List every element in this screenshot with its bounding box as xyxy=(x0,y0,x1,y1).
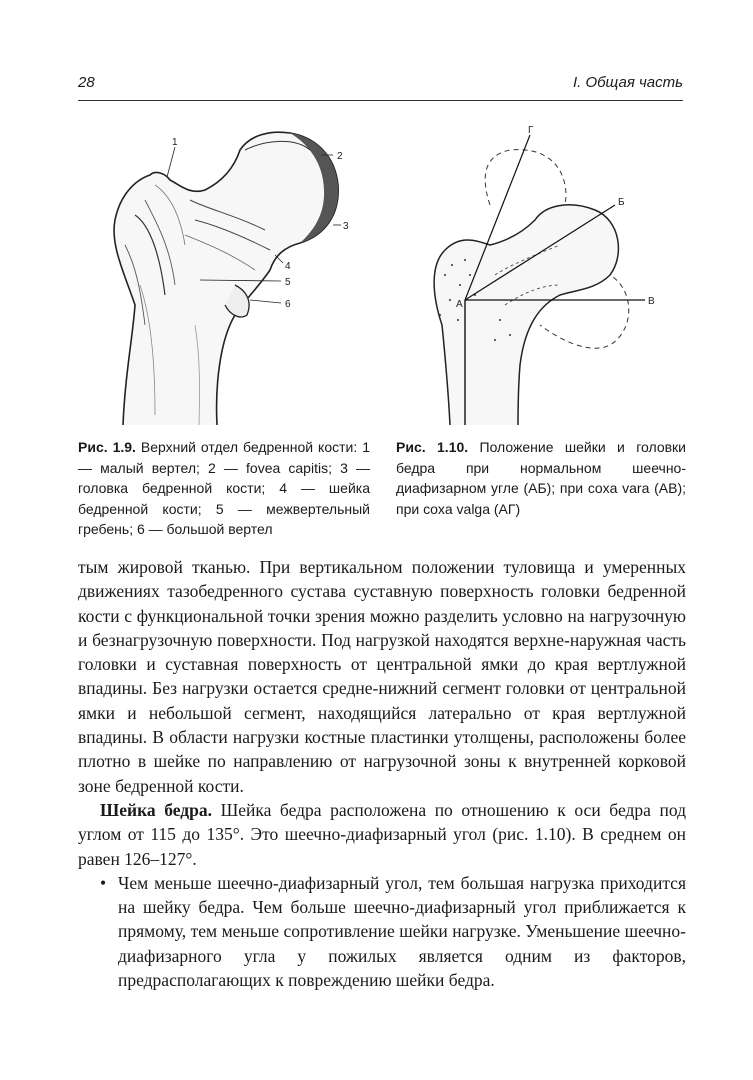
paragraph-2 xyxy=(78,798,686,871)
neck-angle-illustration xyxy=(420,125,675,425)
body-text xyxy=(78,555,686,992)
bullet-item-1 xyxy=(78,871,686,992)
figure-1-9-caption-label: Рис. 1.9. xyxy=(78,439,136,455)
fig110-label-a: А xyxy=(456,299,463,310)
paragraph-2-text: Шейка бедра расположена по отношению к оси бедра под углом от 115 до 135°. Это шеечно-диафизарный угол (рис. 1.10). В среднем он равен 126–127°. xyxy=(78,799,686,869)
bullet-item-1-text: Чем меньше шеечно-диафизарный угол, тем большая нагрузка приходится на шейку бедра. Чем больше шеечно-диафизарный угол приближается к прямому, тем меньше сопротивление шейки нагрузке. Уменьшение шеечно-диафизарного угла у пожилых является одним из факторов, предрасполагающих к повреждению шейки бедра. xyxy=(118,872,686,991)
figure-1-9 xyxy=(95,125,365,430)
fig19-label-6: 6 xyxy=(285,299,291,310)
fig19-label-4: 4 xyxy=(285,261,291,272)
femur-illustration xyxy=(95,125,365,430)
figure-1-10 xyxy=(420,125,675,425)
figure-1-10-caption-label: Рис. 1.10. xyxy=(396,439,469,455)
figure-1-10-caption-text: Положение шейки и головки бедра при нормальном шеечно-диафизарном угле (АБ); при coxa vara (АВ); при coxa valga (АГ) xyxy=(396,439,686,517)
running-head: I. Общая часть xyxy=(572,74,683,91)
figure-1-9-caption-text: Верхний отдел бедренной кости: 1 — малый вертел; 2 — fovea capitis; 3 — головка бедренной кости; 4 — шейка бедренной кости; 5 — межвертельный гребень; 6 — большой вертел xyxy=(78,439,370,537)
section-heading-neck: Шейка бедра. xyxy=(100,799,212,820)
fig110-label-b: Б xyxy=(618,197,625,208)
fig19-label-1: 1 xyxy=(172,137,178,148)
paragraph-1: тым жировой тканью. При вертикальном положении туловища и умеренных движениях тазобедренного сустава суставную поверхность головки бедренной кости с функциональной точки зрения можно разделить условно на нагрузочную и безнагрузочную поверхности. Под нагрузкой находятся верхне-наружная часть головки и суставная поверхность от центральной ямки до края вертлужной впадины. Без нагрузки остается средне-нижний сегмент головки от центральной ямки и небольшой сегмент, находящийся латерально от края вертлужной впадины. В области нагрузки костные пластинки утолщены, расположены более плотно в шейке по направлению от нагрузочной зоны к внутренней корковой зоне бедренной кости. xyxy=(78,557,686,796)
figure-1-9-caption xyxy=(78,437,370,540)
header-rule xyxy=(78,100,683,101)
page-number: 28 xyxy=(78,74,95,91)
fig110-label-v: В xyxy=(648,296,655,307)
fig19-label-3: 3 xyxy=(343,221,349,232)
fig19-label-5: 5 xyxy=(285,277,291,288)
fig110-label-g: Г xyxy=(528,125,534,136)
figure-1-10-caption xyxy=(396,437,686,519)
bullet-marker: • xyxy=(100,872,107,893)
fig19-label-2: 2 xyxy=(337,151,343,162)
